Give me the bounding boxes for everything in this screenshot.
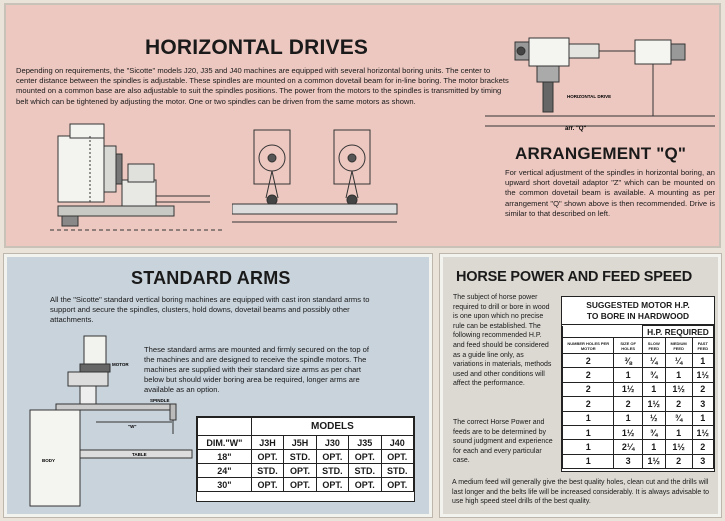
- hp-cell: ⅜: [614, 354, 642, 368]
- standard-arms-title: STANDARD ARMS: [131, 268, 291, 288]
- hp-cell: 1½: [642, 397, 665, 411]
- hp-cell: 2: [563, 354, 614, 368]
- models-cell: OPT.: [316, 478, 348, 492]
- hp-cell: 1: [665, 368, 692, 382]
- hp-cell: 2: [665, 454, 692, 468]
- arrangement-q-title: ARRANGEMENT "Q": [515, 144, 687, 163]
- models-header: J5H: [284, 436, 316, 450]
- motor-label: MOTOR: [112, 362, 129, 367]
- hp-cell: 1½: [692, 425, 713, 439]
- hp-cell: 3: [692, 454, 713, 468]
- hp-cell: ¼: [642, 354, 665, 368]
- motor-hp-table-title: [562, 297, 714, 325]
- models-corner: [198, 418, 252, 436]
- hp-cell: 2: [665, 397, 692, 411]
- motor-hp-title-line-2: TO BORE IN HARDWOOD: [586, 311, 690, 321]
- horse-power-text-2: The correct Horse Power and feeds are to be determined by sound judgment and experience for each and every particular case.: [453, 419, 553, 465]
- models-cell: OPT.: [251, 478, 283, 492]
- hp-cell: 2¼: [614, 440, 642, 454]
- hp-cell: ½: [642, 411, 665, 425]
- hp-header: FAST FEED: [692, 338, 713, 354]
- hp-row: [563, 425, 714, 439]
- hp-cell: 1: [614, 411, 642, 425]
- horse-power-text-1: The subject of horse power required to drill or bore in wood is one upon which no precise rule can be established. The following recommended H.P. and feed should be considered as a guide line only, as variations in materials, methods used and other conditions will affect the performance.: [453, 294, 552, 388]
- models-header: J30: [316, 436, 348, 450]
- models-cell: 24": [198, 464, 252, 478]
- hp-cell: 1: [692, 411, 713, 425]
- models-cell: OPT.: [381, 450, 413, 464]
- table-label: TABLE: [132, 452, 147, 457]
- w-dimension-label: "W": [128, 424, 137, 429]
- hp-row: [563, 397, 714, 411]
- hp-row: [563, 411, 714, 425]
- models-header: J40: [381, 436, 413, 450]
- hp-header: SLOW FEED: [642, 338, 665, 354]
- horizontal-drive-label: HORIZONTAL DRIVE: [567, 94, 612, 99]
- models-cell: OPT.: [284, 478, 316, 492]
- hp-row: [563, 440, 714, 454]
- models-cell: OPT.: [349, 450, 381, 464]
- hp-cell: 2: [692, 440, 713, 454]
- models-cell: OPT.: [284, 464, 316, 478]
- horizontal-drives-title: HORIZONTAL DRIVES: [145, 36, 369, 59]
- horse-power-text-3: A medium feed will generally give the best quality holes, clean cut and the drills will last longer and the belts life will be increased considerably. It is always advisable to use high speed steel drills of the best quality.: [452, 479, 710, 506]
- models-header: DIM."W": [198, 436, 252, 450]
- hp-cell: ¼: [665, 354, 692, 368]
- hp-cell: 1½: [665, 382, 692, 396]
- hp-header: MEDIUM FEED: [665, 338, 692, 354]
- hp-cell: 2: [563, 382, 614, 396]
- hp-cell: ¾: [665, 411, 692, 425]
- hp-cell: 2: [563, 368, 614, 382]
- hp-cell: 2: [692, 382, 713, 396]
- models-cell: STD.: [316, 464, 348, 478]
- standard-arms-text-1: All the "Sicotte" standard vertical boring machines are equipped with cast iron standard arms to support and secure the spindles, clusters, hold downs, dovetail beams and possibly other attachments.: [50, 295, 370, 324]
- hp-cell: 1: [563, 425, 614, 439]
- models-header: J3H: [251, 436, 283, 450]
- models-cell: OPT.: [381, 478, 413, 492]
- hp-cell: 1½: [614, 382, 642, 396]
- horse-power-title: HORSE POWER AND FEED SPEED: [456, 269, 692, 285]
- arrangement-q-drawing: [485, 16, 717, 136]
- hp-header: SIZE OF HOLES: [614, 338, 642, 354]
- models-cell: OPT.: [251, 450, 283, 464]
- models-cell: 30": [198, 478, 252, 492]
- models-cell: STD.: [284, 450, 316, 464]
- spindle-label: SPINDLE: [150, 398, 170, 403]
- models-cell: STD.: [381, 464, 413, 478]
- models-cell: STD.: [349, 464, 381, 478]
- hp-cell: 1: [642, 440, 665, 454]
- hp-row: [563, 454, 714, 468]
- hp-cell: 2: [614, 397, 642, 411]
- standard-arm-drawing: [20, 330, 200, 510]
- hp-cell: 1: [614, 368, 642, 382]
- arrangement-q-text: For vertical adjustment of the spindles in horizontal boring, an upward short dovetail adaptor "Z" which can be mounted on the common dovetail beam is available. A mounting as per arrangement "Q" shown above is then recommended. Drive is similar to that described on left.: [505, 168, 715, 218]
- hp-cell: 1: [563, 411, 614, 425]
- motor-hp-table: [561, 296, 715, 472]
- hp-cell: 2: [563, 397, 614, 411]
- hp-blank-header: [563, 326, 643, 338]
- models-cell: OPT.: [316, 450, 348, 464]
- hp-cell: 1: [642, 382, 665, 396]
- hp-cell: 1½: [665, 440, 692, 454]
- hp-header: NUMBER HOLES PER MOTOR: [563, 338, 614, 354]
- horizontal-drive-front-drawing: [232, 124, 402, 232]
- hp-cell: 1: [692, 354, 713, 368]
- hp-row: [563, 368, 714, 382]
- hp-row: [563, 382, 714, 396]
- hp-cell: 1: [563, 454, 614, 468]
- motor-hp-title-line-1: SUGGESTED MOTOR H.P.: [586, 300, 690, 310]
- body-label: BODY: [42, 458, 56, 463]
- hp-cell: 1½: [692, 368, 713, 382]
- models-row: [198, 478, 414, 492]
- models-table: [196, 416, 415, 502]
- hp-cell: 1: [563, 440, 614, 454]
- arr-q-label: arr. "Q": [565, 126, 587, 132]
- hp-cell: 1: [665, 425, 692, 439]
- standard-arms-text-2: These standard arms are mounted and firmly secured on the top of the machines and are designed to receive the spindle motors. The machines are supplied with their standard size arms as per chart below but should wider boring area be required, longer arms are available as an option.: [144, 345, 369, 394]
- hp-row: [563, 354, 714, 368]
- horizontal-drives-text: Depending on requirements, the "Sicotte" models J20, J35 and J40 machines are equipped with several horizontal boring units. The center to center distance between the spindles is adjustable. These spindles are mounted on a common dovetail beam for in-line boring. The motor brackets mounted on a common base are also adjustable to suit the spindles positions. The power from the motors to the spindles is transmitted by timing belt which can be tightened by adjusting the motor. One or two spindles can be driven from the same motors as shown.: [16, 66, 509, 106]
- models-cell: STD.: [251, 464, 283, 478]
- models-row: [198, 464, 414, 478]
- hp-cell: ¾: [642, 368, 665, 382]
- models-row: [198, 450, 414, 464]
- models-cell: 18": [198, 450, 252, 464]
- hp-cell: 1½: [642, 454, 665, 468]
- horizontal-drive-side-drawing: [50, 120, 230, 240]
- hp-cell: 1½: [614, 425, 642, 439]
- hp-required-header: H.P. REQUIRED: [642, 326, 713, 338]
- models-caption: MODELS: [251, 418, 413, 436]
- hp-cell: ¾: [642, 425, 665, 439]
- models-header: J35: [349, 436, 381, 450]
- hp-cell: 3: [614, 454, 642, 468]
- hp-cell: 3: [692, 397, 713, 411]
- models-cell: OPT.: [349, 478, 381, 492]
